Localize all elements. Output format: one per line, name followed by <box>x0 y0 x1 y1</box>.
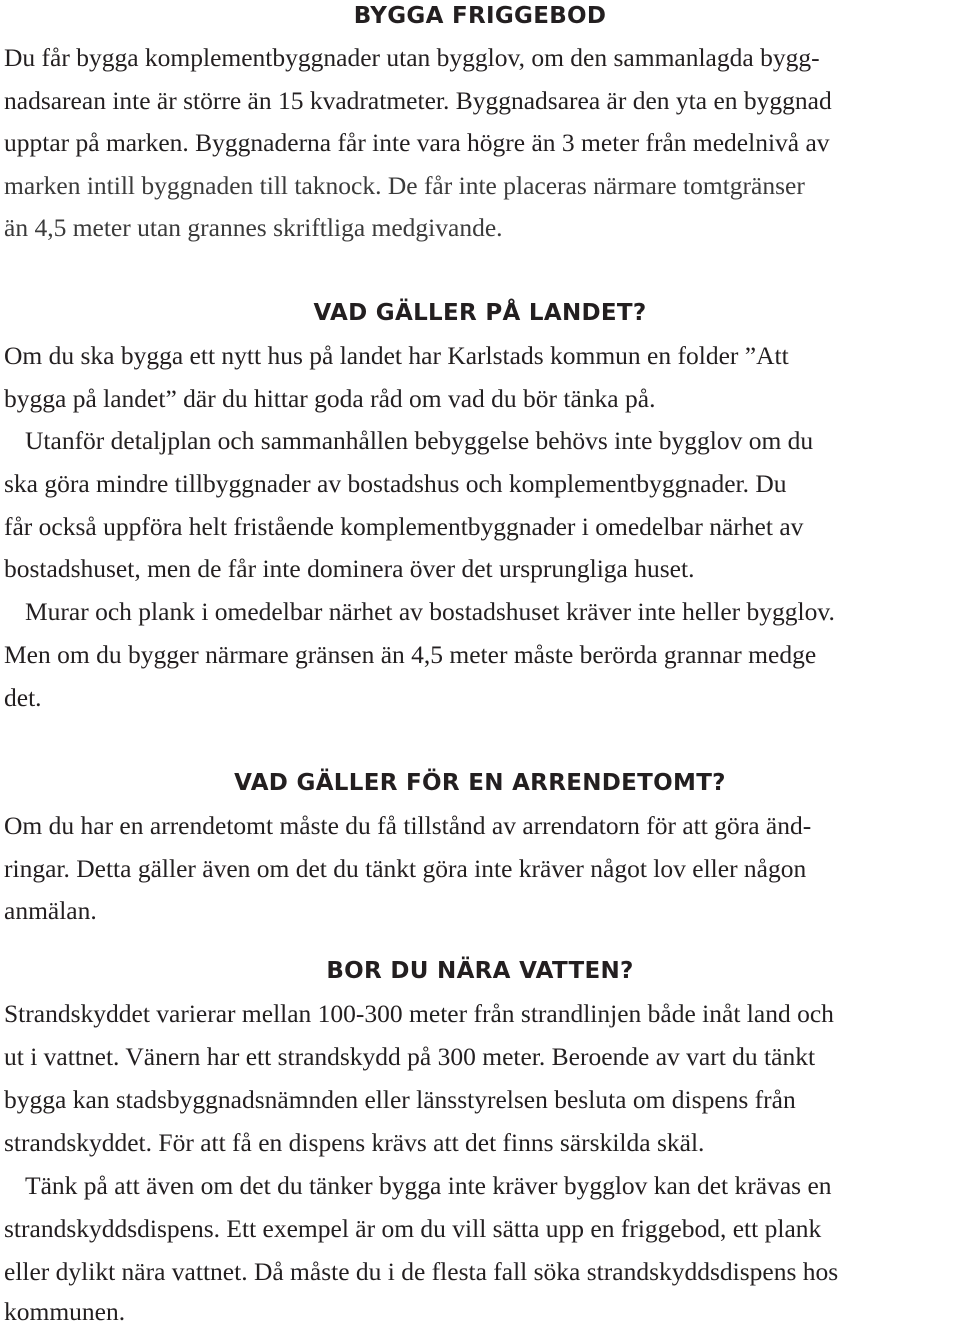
text-line: ska göra mindre tillbyggnader av bostadshus och komplementbyggnader. Du <box>4 469 787 498</box>
text-line: Utanför detaljplan och sammanhållen bebyggelse behövs inte bygglov om du <box>25 426 814 455</box>
text-line: kommunen. <box>4 1297 126 1326</box>
text-line: får också uppföra helt fristående komplementbyggnader i omedelbar närhet av <box>4 512 804 541</box>
heading-bygga-friggebod: BYGGA FRIGGEBOD <box>353 3 607 29</box>
text-line: Murar och plank i omedelbar närhet av bostadshuset kräver inte heller bygglov. <box>25 597 835 626</box>
text-line: anmälan. <box>4 896 97 925</box>
text-line: Om du har en arrendetomt måste du få tillstånd av arrendatorn för att göra änd- <box>4 811 812 840</box>
text-line: bygga på landet” där du hittar goda råd om vad du bör tänka på. <box>4 384 656 413</box>
text-line: ringar. Detta gäller även om det du tänkt göra inte kräver något lov eller någon <box>4 854 807 883</box>
heading-vad-galler-for-en-arrendetomt: VAD GÄLLER FÖR EN ARRENDETOMT? <box>234 770 726 796</box>
text-line: än 4,5 meter utan grannes skriftliga medgivande. <box>4 213 503 242</box>
text-line: Om du ska bygga ett nytt hus på landet har Karlstads kommun en folder ”Att <box>4 341 789 370</box>
text-line: Du får bygga komplementbyggnader utan bygglov, om den sammanlagda bygg- <box>4 43 820 72</box>
text-line: upptar på marken. Byggnaderna får inte vara högre än 3 meter från medelnivå av <box>4 128 830 157</box>
text-line: marken intill byggnaden till taknock. De får inte placeras närmare tomtgränser <box>4 171 805 200</box>
text-line: Strandskyddet varierar mellan 100-300 meter från strandlinjen både inåt land och <box>4 999 834 1028</box>
text-line: Tänk på att även om det du tänker bygga inte kräver bygglov kan det krävas en <box>25 1171 832 1200</box>
text-line: eller dylikt nära vattnet. Då måste du i de flesta fall söka strandskyddsdispens hos <box>4 1257 839 1286</box>
text-line: bygga kan stadsbyggnadsnämnden eller länsstyrelsen besluta om dispens från <box>4 1085 796 1114</box>
text-line: strandskyddet. För att få en dispens krävs att det finns särskilda skäl. <box>4 1128 705 1157</box>
text-line: bostadshuset, men de får inte dominera över det ursprungliga huset. <box>4 554 695 583</box>
text-line: det. <box>4 683 42 712</box>
text-line: nadsarean inte är större än 15 kvadratmeter. Byggnadsarea är den yta en byggnad <box>4 86 832 115</box>
heading-bor-du-nara-vatten: BOR DU NÄRA VATTEN? <box>326 958 634 984</box>
text-line: strandskyddsdispens. Ett exempel är om du vill sätta upp en friggebod, ett plank <box>4 1214 822 1243</box>
text-line: ut i vattnet. Vänern har ett strandskydd på 300 meter. Beroende av vart du tänkt <box>4 1042 816 1071</box>
text-line: Men om du bygger närmare gränsen än 4,5 meter måste berörda grannar medge <box>4 640 817 669</box>
heading-vad-galler-pa-landet: VAD GÄLLER PÅ LANDET? <box>313 300 647 326</box>
